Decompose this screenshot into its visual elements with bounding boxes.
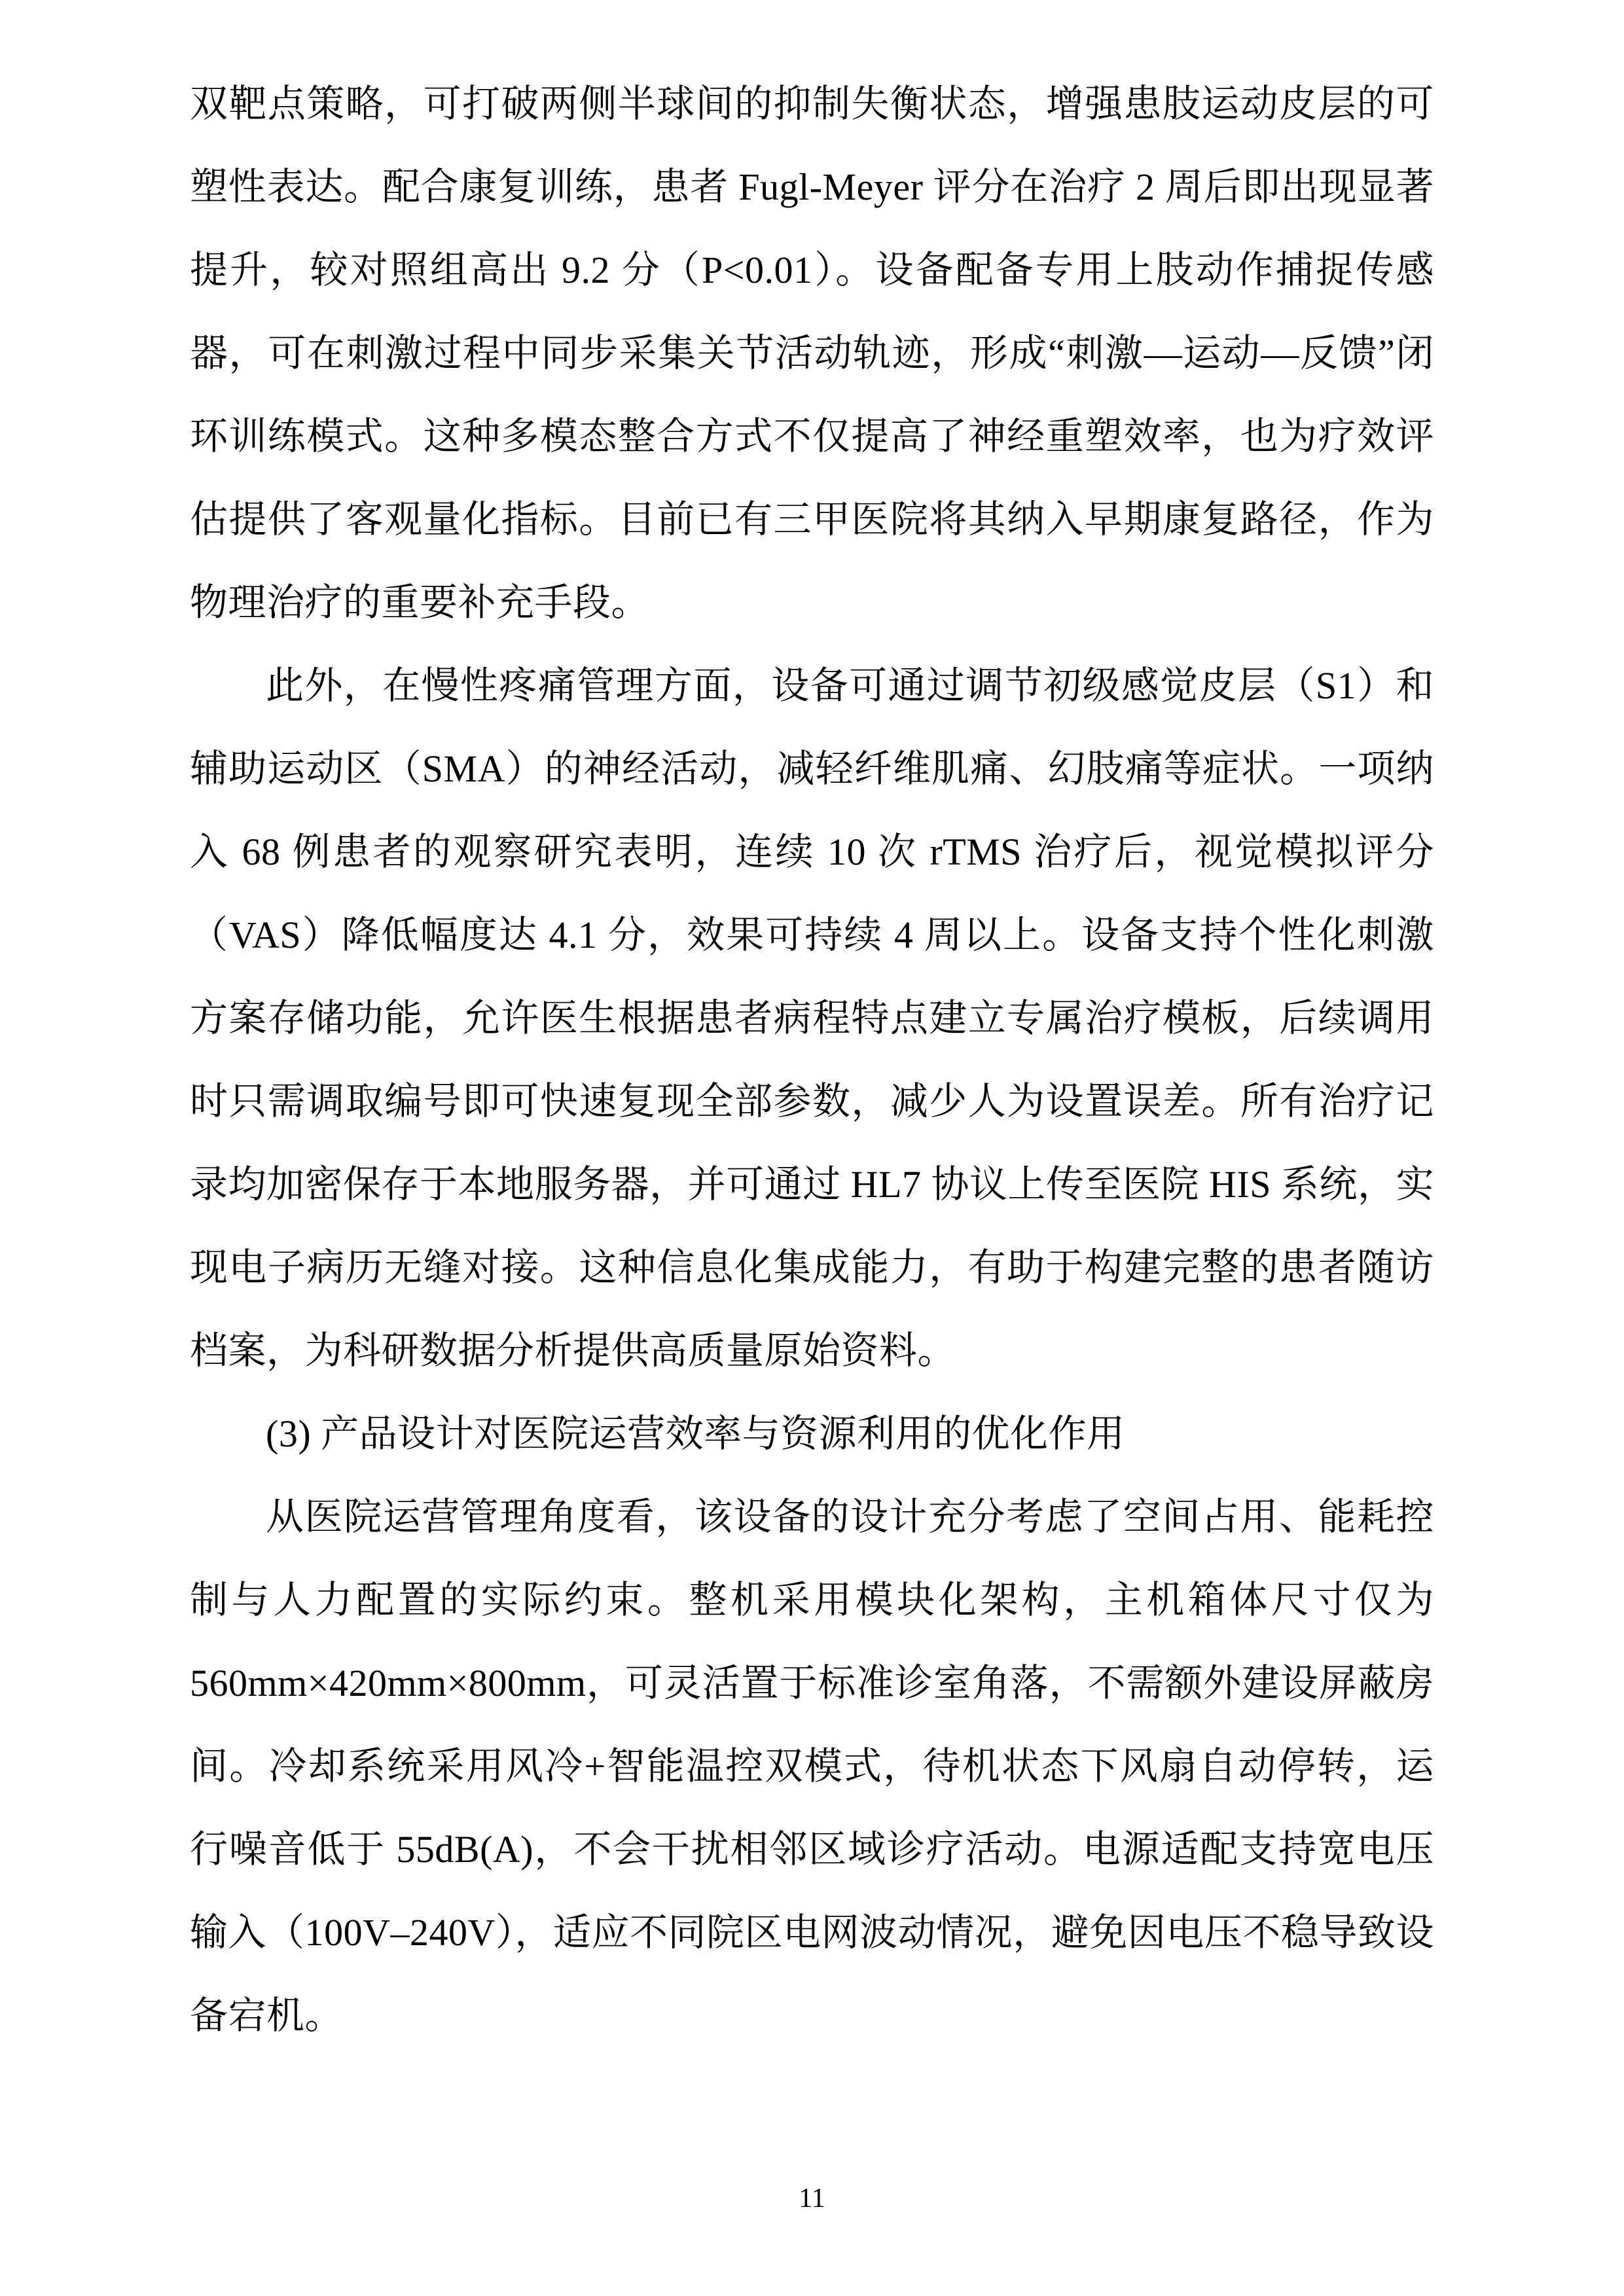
page-number: 11 (799, 2183, 825, 2214)
paragraph-pain-management: 此外，在慢性疼痛管理方面，设备可通过调节初级感觉皮层（S1）和辅助运动区（SMA）的神经活动，减轻纤维肌痛、幻肢痛等症状。一项纳入 68 例患者的观察研究表明，连续 10 次 rTMS 治疗后，视觉模拟评分（VAS）降低幅度达 4.1 分，效果可持续 4 周以上。设备支持个性化刺激方案存储功能，允许医生根据患者病程特点建立专属治疗模板，后续调用时只需调取编号即可快速复现全部参数，减少人为设置误差。所有治疗记录均加密保存于本地服务器，并可通过 HL7 协议上传至医院 HIS 系统，实现电子病历无缝对接。这种信息化集成能力，有助于构建完整的患者随访档案，为科研数据分析提供高质量原始资料。 (190, 664, 1434, 1372)
document-body (190, 62, 1434, 2057)
paragraph-continuation: 双靶点策略，可打破两侧半球间的抑制失衡状态，增强患肢运动皮层的可塑性表达。配合康复训练，患者 Fugl-Meyer 评分在治疗 2 周后即出现显著提升，较对照组高出 9.2 分（P<0.01）。设备配备专用上肢动作捕捉传感器，可在刺激过程中同步采集关节活动轨迹，形成“刺激—运动—反馈”闭环训练模式。这种多模态整合方式不仅提高了神经重塑效率，也为疗效评估提供了客观量化指标。目前已有三甲医院将其纳入早期康复路径，作为物理治疗的重要补充手段。 (190, 82, 1434, 624)
section-heading: (3) 产品设计对医院运营效率与资源利用的优化作用 (266, 1412, 1125, 1455)
paragraph-hospital-operations: 从医院运营管理角度看，该设备的设计充分考虑了空间占用、能耗控制与人力配置的实际约束。整机采用模块化架构，主机箱体尺寸仅为560mm×420mm×800mm，可灵活置于标准诊室角落，不需额外建设屏蔽房间。冷却系统采用风冷+智能温控双模式，待机状态下风扇自动停转，运行噪音低于 55dB(A)，不会干扰相邻区域诊疗活动。电源适配支持宽电压输入（100V–240V），适应不同院区电网波动情况，避免因电压不稳导致设备宕机。 (190, 1496, 1434, 2037)
